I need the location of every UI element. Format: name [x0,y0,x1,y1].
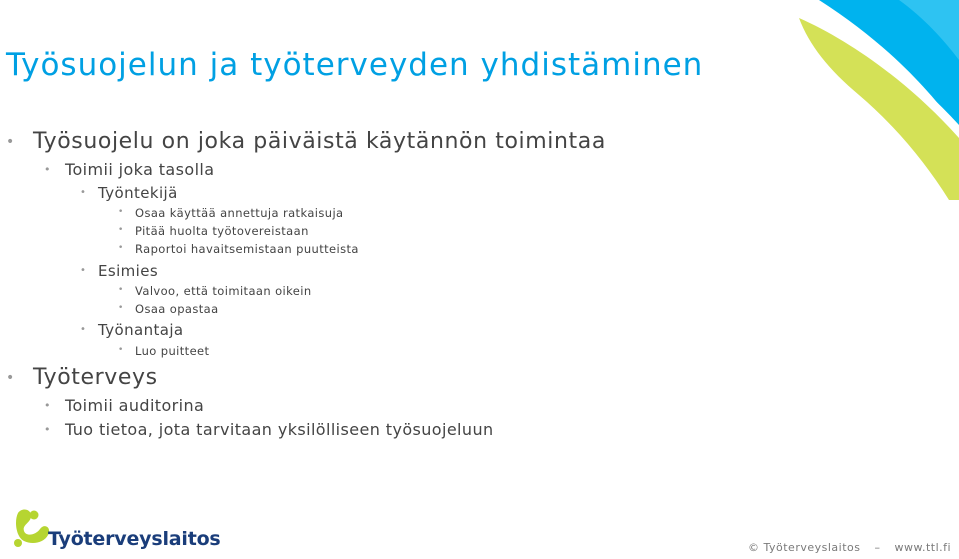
bullet-item [6,129,606,154]
bullet-item [118,284,312,298]
bullet-text: Työsuojelu on joka päiväistä käytännön toimintaa [33,129,606,154]
bullet-text: Toimii joka tasolla [65,160,215,179]
bullet-dot-icon: • [118,207,124,217]
bullet-dot-icon: • [118,285,124,295]
bullet-item [80,184,178,202]
bullet-dot-icon: • [80,265,87,276]
bullet-item [118,344,210,358]
bullet-dot-icon: • [118,243,124,253]
footer-separator: – [874,541,881,554]
bullet-text: Osaa käyttää annettuja ratkaisuja [135,206,344,220]
bullet-text: Pitää huolta työtovereistaan [135,224,309,238]
bullet-dot-icon: • [80,187,87,198]
bullet-text: Tuo tietoa, jota tarvitaan yksilölliseen työsuojeluun [65,420,494,439]
bullet-text: Työntekijä [98,184,178,202]
bullet-dot-icon: • [118,225,124,235]
bullet-text: Valvoo, että toimitaan oikein [135,284,312,298]
bullet-text: Raportoi havaitsemistaan puutteista [135,242,359,256]
footer [748,541,959,554]
footer-copyright: © Työterveyslaitos [748,541,861,554]
bullet-text: Esimies [98,262,159,280]
bullet-text: Osaa opastaa [135,302,219,316]
bullet-text: Luo puitteet [135,344,210,358]
bullet-item [44,420,494,439]
logo-text: Työterveyslaitos [48,528,221,550]
bullet-text: Toimii auditorina [65,396,205,415]
bullet-item [44,160,215,179]
logo-mark-icon [12,507,52,551]
bullet-dot-icon: • [44,423,51,436]
bullet-item [80,321,184,339]
bullet-dot-icon: • [118,345,124,355]
bullet-dot-icon: • [6,134,15,150]
bullet-item [118,242,359,256]
bullet-item [6,365,158,390]
bullet-item [80,262,159,280]
bullet-dot-icon: • [44,399,51,412]
slide-title: Työsuojelun ja työterveyden yhdistäminen [6,47,704,83]
bullet-dot-icon: • [6,370,15,386]
footer-url[interactable]: www.ttl.fi [894,541,952,554]
bullet-item [118,224,309,238]
bullet-text: Työnantaja [98,321,184,339]
bullet-item [44,396,205,415]
bullet-item [118,302,219,316]
bullet-dot-icon: • [80,324,87,335]
bullet-dot-icon: • [118,303,124,313]
bullet-text: Työterveys [33,365,158,390]
bullet-item [118,206,344,220]
bullet-dot-icon: • [44,163,51,176]
organization-logo [12,507,221,555]
